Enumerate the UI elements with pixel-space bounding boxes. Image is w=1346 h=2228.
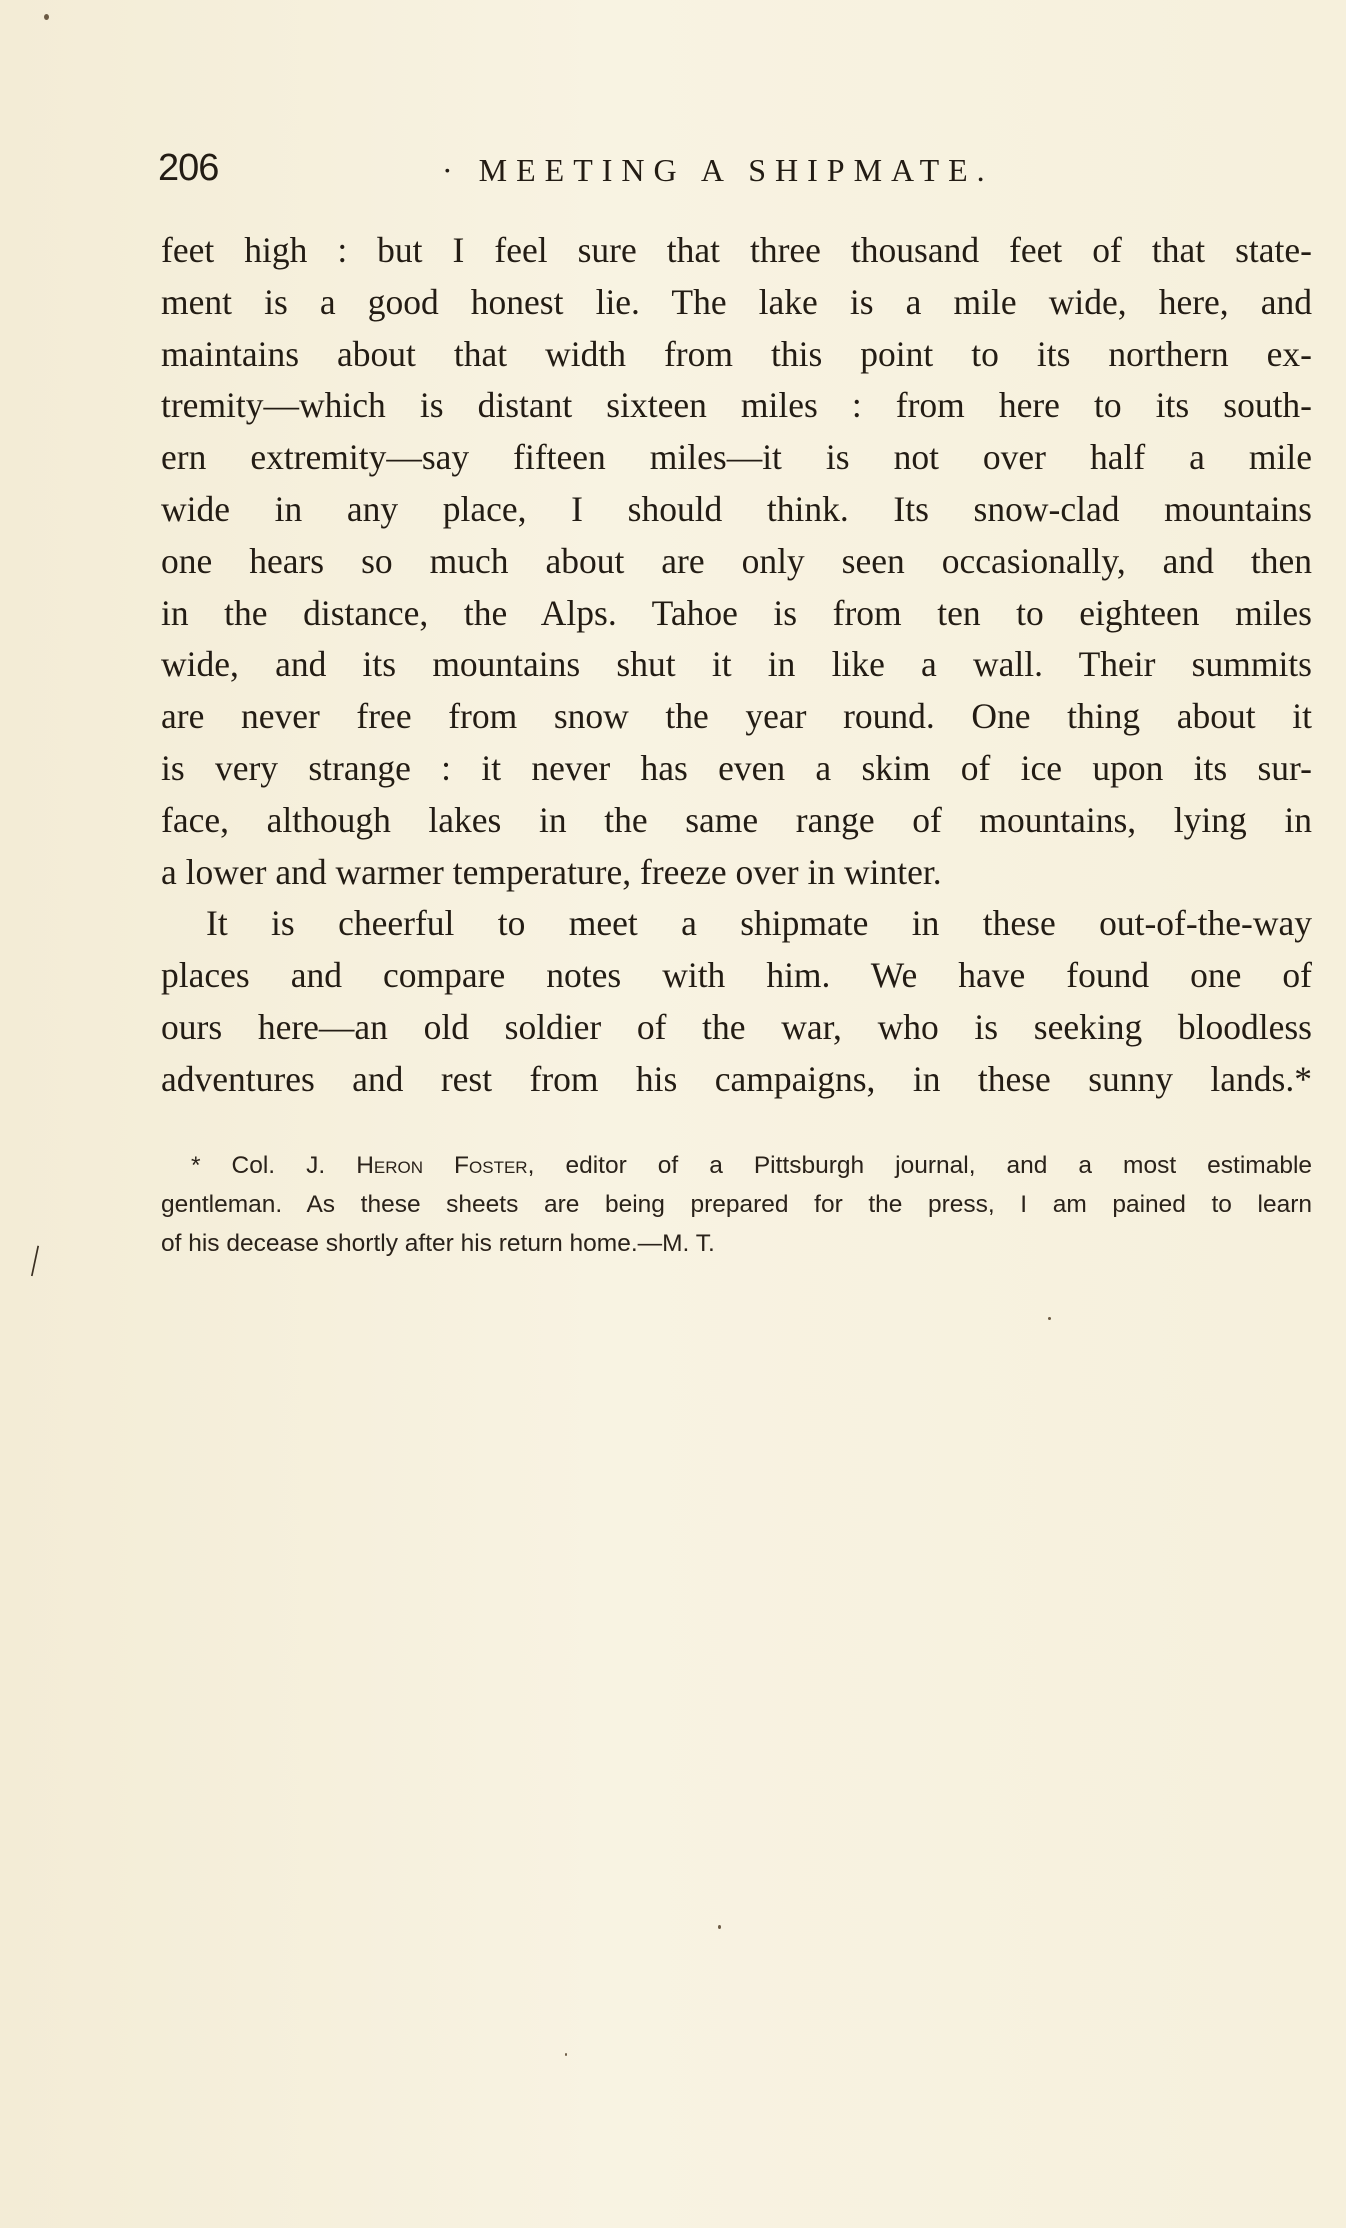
text-line: a lower and warmer temperature, freeze over in winter. bbox=[161, 851, 942, 892]
text-line: maintains about that width from this point to its northern ex- bbox=[161, 333, 1312, 374]
text-line: one hears so much about are only seen occasionally, and then bbox=[161, 540, 1312, 581]
text-line: is very strange : it never has even a skim of ice upon its sur- bbox=[161, 747, 1312, 788]
running-head: · MEETING A SHIPMATE. bbox=[442, 152, 994, 188]
footnote-name: Heron Foster, bbox=[356, 1152, 535, 1179]
footnote-marker: * Col. J. bbox=[191, 1152, 326, 1179]
footnote-line-1-rest: editor of a Pittsburgh journal, and a most estimable bbox=[565, 1152, 1313, 1179]
text-line: ment is a good honest lie. The lake is a mile wide, here, and bbox=[161, 281, 1312, 322]
text-line: face, although lakes in the same range of mountains, lying in bbox=[161, 799, 1312, 840]
footnote-line: of his decease shortly after his return home.—M. T. bbox=[161, 1230, 715, 1257]
body-text bbox=[161, 225, 1312, 1106]
text-line: feet high : but I feel sure that three thousand feet of that state- bbox=[161, 230, 1312, 270]
text-line: places and compare notes with him. We have found one of bbox=[161, 955, 1312, 996]
text-line: adventures and rest from his campaigns, in these sunny lands.* bbox=[161, 1058, 1312, 1099]
text-line: It is cheerful to meet a shipmate in these out-of-the-way bbox=[206, 903, 1312, 944]
text-line: ern extremity—say fifteen miles—it is not over half a mile bbox=[161, 437, 1312, 478]
paper-speck bbox=[44, 14, 49, 20]
text-line: are never free from snow the year round. One thing about it bbox=[161, 696, 1312, 737]
text-line: in the distance, the Alps. Tahoe is from ten to eighteen miles bbox=[161, 592, 1312, 633]
paper-speck bbox=[718, 1925, 721, 1929]
footnote-line bbox=[161, 1146, 1312, 1185]
text-line: wide, and its mountains shut it in like a wall. Their summits bbox=[161, 644, 1312, 685]
paragraph-1 bbox=[161, 225, 1312, 898]
text-line: wide in any place, I should think. Its snow-clad mountains bbox=[161, 488, 1312, 529]
page-number: 206 bbox=[158, 147, 219, 189]
text-line: tremity—which is distant sixteen miles : from here to its south- bbox=[161, 385, 1312, 426]
footnote bbox=[161, 1146, 1312, 1263]
footnote-line: gentleman. As these sheets are being prepared for the press, I am pained to learn bbox=[161, 1191, 1312, 1218]
text-line: ours here—an old soldier of the war, who is seeking bloodless bbox=[161, 1006, 1312, 1047]
paragraph-2 bbox=[161, 898, 1312, 1105]
page-header bbox=[158, 146, 1308, 196]
paper-speck bbox=[565, 2053, 567, 2056]
paper-speck bbox=[1048, 1317, 1051, 1320]
pencil-mark: | bbox=[28, 1239, 43, 1278]
running-head-text: MEETING A SHIPMATE. bbox=[478, 152, 994, 188]
